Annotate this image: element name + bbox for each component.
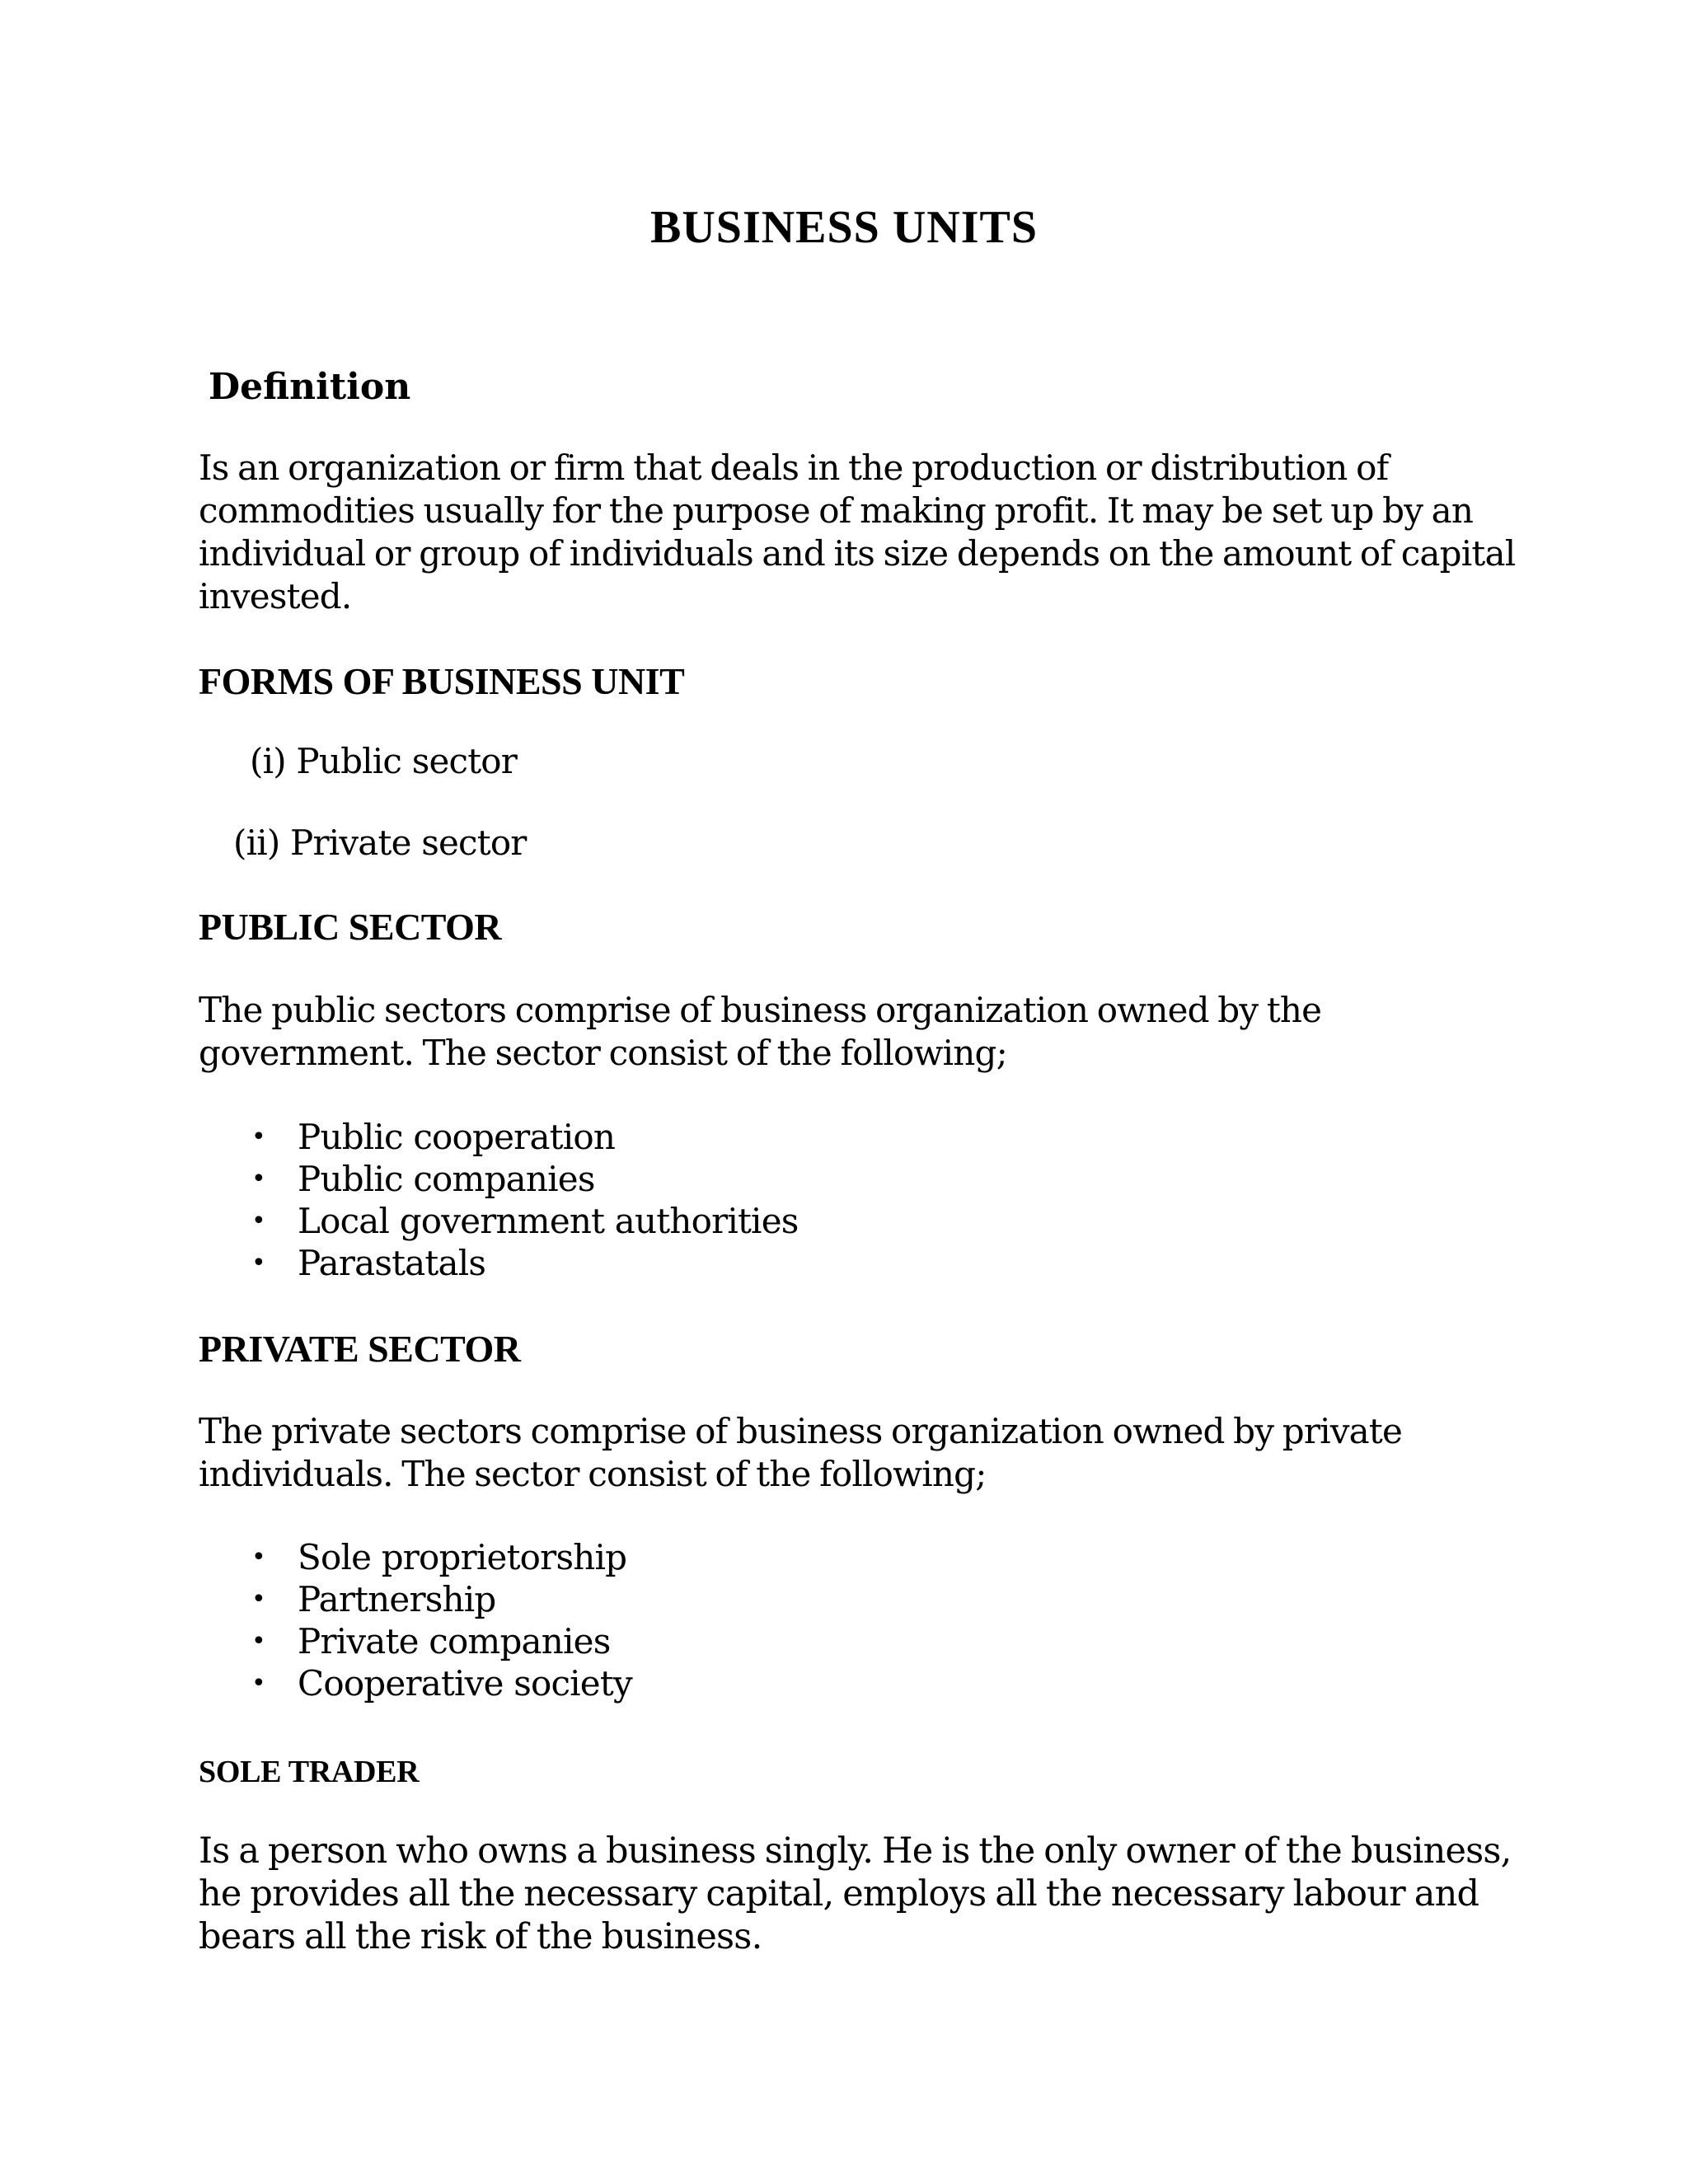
bullet-icon: •: [251, 1207, 265, 1235]
list-item: [241, 1662, 632, 1704]
definition-text: Is an organization or firm that deals in the production or distribution of commodities usually for the purpose of making profit. It may be set up by an individual or group of individuals and its size depends on the amount of capital invested.: [199, 448, 1516, 616]
list-item: [241, 1200, 799, 1242]
public-sector-heading: PUBLIC SECTOR: [199, 906, 502, 948]
list-item-label: Sole proprietorship: [298, 1537, 627, 1577]
private-sector-text: The private sectors comprise of business organization owned by private individuals. The sector consist of the following;: [199, 1411, 1403, 1494]
bullet-icon: •: [251, 1249, 265, 1277]
forms-heading: FORMS OF BUSINESS UNIT: [199, 660, 685, 702]
list-item: [241, 1578, 632, 1620]
list-item: [241, 1536, 632, 1578]
private-sector-heading: PRIVATE SECTOR: [199, 1328, 521, 1370]
list-item: [241, 1158, 799, 1200]
bullet-icon: •: [251, 1543, 265, 1572]
public-sector-list: [241, 1116, 799, 1284]
list-item-label: Parastatals: [298, 1243, 486, 1283]
definition-heading: Definition: [209, 366, 411, 408]
private-sector-list: [241, 1536, 632, 1704]
list-item-label: Cooperative society: [298, 1663, 632, 1704]
list-item: [241, 1242, 799, 1284]
bullet-icon: •: [251, 1122, 265, 1151]
list-item-label: Private companies: [298, 1621, 611, 1661]
forms-item-private: (ii) Private sector: [233, 823, 527, 863]
bullet-icon: •: [251, 1627, 265, 1656]
forms-item-public: (i) Public sector: [250, 741, 518, 781]
public-sector-text: The public sectors comprise of business organization owned by the government. The sector consist of the following;: [199, 990, 1322, 1073]
list-item: [241, 1116, 799, 1158]
list-item: [241, 1620, 632, 1662]
page-title: BUSINESS UNITS: [650, 202, 1038, 253]
sole-trader-text: Is a person who owns a business singly. He is the only owner of the business, he provides all the necessary capital, employs all the necessary labour and bears all the risk of the business.: [199, 1830, 1512, 1957]
bullet-icon: •: [251, 1585, 265, 1614]
list-item-label: Partnership: [298, 1579, 496, 1619]
bullet-icon: •: [251, 1165, 265, 1193]
list-item-label: Public cooperation: [298, 1117, 616, 1157]
sole-trader-heading: SOLE TRADER: [199, 1755, 420, 1789]
list-item-label: Local government authorities: [298, 1201, 799, 1241]
list-item-label: Public companies: [298, 1159, 595, 1199]
bullet-icon: •: [251, 1669, 265, 1698]
